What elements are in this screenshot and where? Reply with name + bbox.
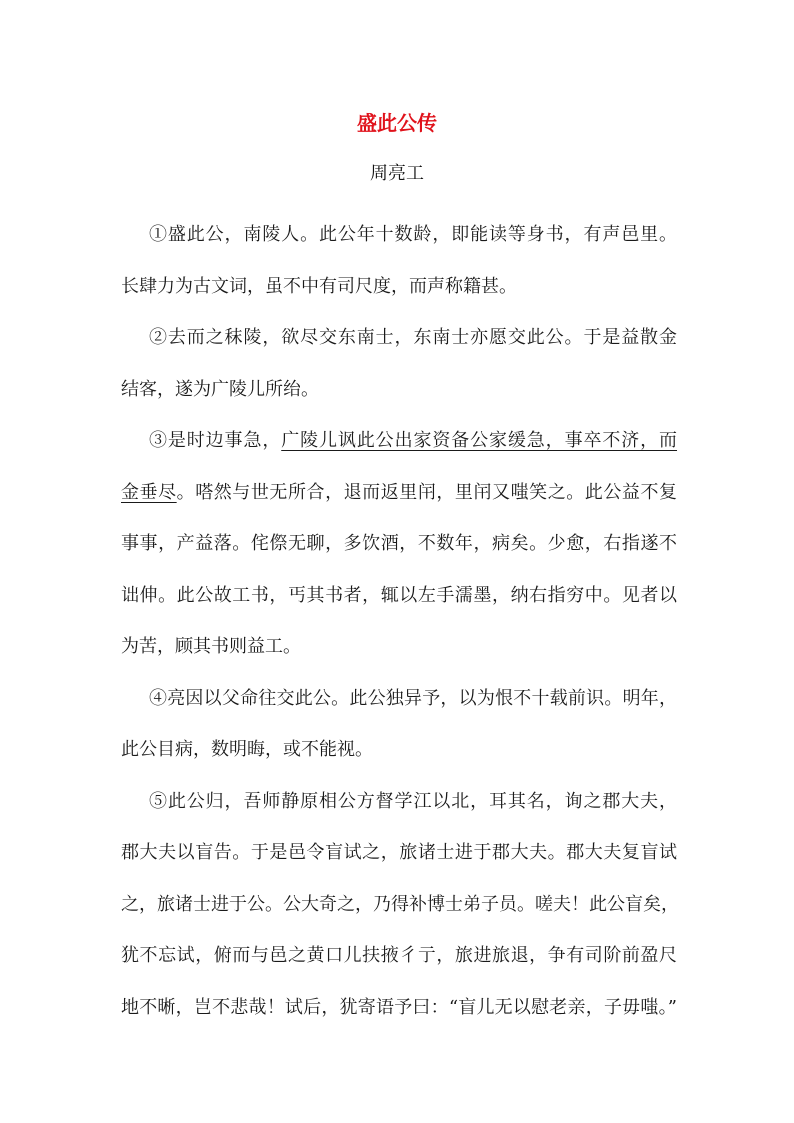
paragraph-line: 郡大夫以盲告。于是邑令盲试之，旅诸士进于郡大夫。郡大夫复盲试 — [121, 842, 677, 863]
document-author: 周亮工 — [370, 163, 424, 184]
paragraph-line: 地不晰，岂不悲哉！试后，犹寄语予曰：“盲儿无以慰老亲，子毋嗤。” — [121, 996, 677, 1018]
paragraph-text: 。嗒然与世无所合，退而返里闬，里闬又嗤笑之。此公益不复 — [176, 481, 677, 503]
paragraph-line: 犹不忘试，俯而与邑之黄口儿扶掖彳亍，旅进旅退，争有司阶前盈尺 — [121, 945, 677, 966]
paragraph-line: 之，旅诸士进于公。公大奇之，乃得补博士弟子员。嗟夫！此公盲矣， — [121, 893, 679, 915]
paragraph-line: 长肆力为古文词，虽不中有司尺度，而声称籍甚。 — [121, 275, 517, 297]
paragraph-5 — [121, 776, 677, 1034]
paragraph-line: ①盛此公，南陵人。此公年十数龄，即能读等身书，有声邑里。 — [149, 224, 677, 245]
paragraph-text: ③是时边事急， — [149, 430, 282, 451]
paragraph-2 — [121, 312, 677, 415]
paragraph-line: 事事，产益落。侘傺无聊，多饮酒，不数年，病矣。少愈，右指遂不 — [121, 533, 677, 554]
document-title: 盛此公传 — [357, 111, 437, 135]
paragraph-3 — [121, 415, 677, 673]
paragraph-line: ⑤此公归，吾师静原相公方督学江以北，耳其名，询之郡大夫， — [149, 790, 677, 812]
paragraph-1 — [121, 209, 677, 312]
paragraph-line-mixed — [121, 415, 677, 467]
paragraph-line: ②去而之秣陵，欲尽交东南士，东南士亦愿交此公。于是益散金 — [149, 327, 677, 348]
underlined-text: 金垂尽 — [121, 481, 177, 503]
underlined-text: 广陵儿讽此公出家资备公家缓急，事卒不济，而 — [281, 430, 678, 451]
paragraph-line: ④亮因以父命往交此公。此公独异予，以为恨不十载前识。明年， — [149, 687, 677, 709]
paragraph-line: 诎伸。此公故工书，丐其书者，辄以左手濡墨，纳右指穷中。见者以 — [121, 584, 677, 606]
paragraph-line: 为苦，顾其书则益工。 — [121, 636, 301, 657]
paragraph-4 — [121, 673, 677, 776]
document-body — [121, 209, 677, 1033]
paragraph-line: 结客，遂为广陵儿所绐。 — [121, 378, 319, 400]
paragraph-line-mixed — [121, 467, 677, 519]
paragraph-line: 此公目病，数明晦，或不能视。 — [121, 739, 373, 760]
